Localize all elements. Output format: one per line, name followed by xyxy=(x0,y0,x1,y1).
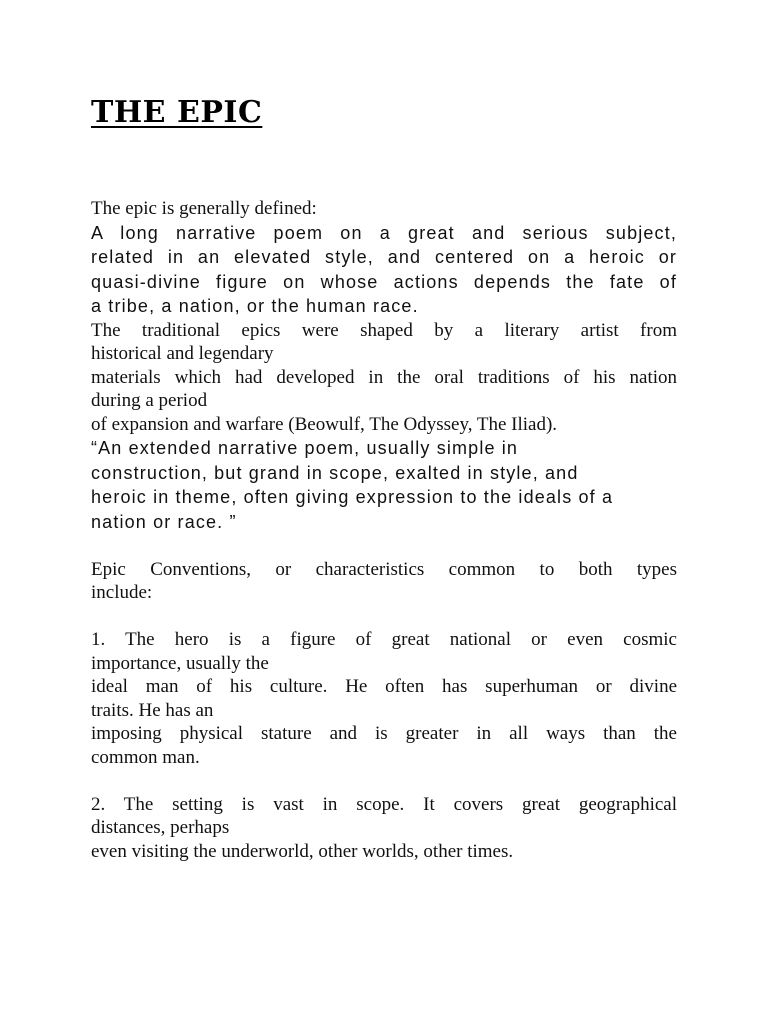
conventions-intro xyxy=(91,558,677,605)
quote-line: “An extended narrative poem, usually simple in xyxy=(91,438,519,458)
convention-item-setting xyxy=(91,793,677,864)
traditional-line: historical and legendary xyxy=(91,343,274,364)
traditional-line: of expansion and warfare (Beowulf, The Odyssey, The Iliad). xyxy=(91,413,558,435)
convention-line: common man. xyxy=(91,746,200,768)
definition-line: A long narrative poem on a great and serious subject, xyxy=(91,222,677,243)
page-title: THE EPIC xyxy=(91,95,263,130)
traditional-line: The traditional epics were shaped by a literary artist from xyxy=(91,319,677,341)
intro-lead-text: The epic is generally defined: xyxy=(91,198,317,219)
paragraph-spacer xyxy=(91,534,677,558)
convention-line: ideal man of his culture. He often has superhuman or divine xyxy=(91,676,677,697)
definition-line: a tribe, a nation, or the human race. xyxy=(91,296,419,316)
convention-item-hero xyxy=(91,628,677,769)
quote-line: nation or race. ” xyxy=(91,511,237,532)
convention-line: traits. He has an xyxy=(91,699,214,721)
convention-line: importance, usually the xyxy=(91,652,269,674)
definition-line: related in an elevated style, and centered on a heroic or xyxy=(91,247,677,267)
intro-lead xyxy=(91,197,677,221)
conventions-intro-line: Epic Conventions, or characteristics common to both types xyxy=(91,558,677,580)
paragraph-spacer xyxy=(91,769,677,793)
conventions-intro-line: include: xyxy=(91,582,153,603)
epic-quote xyxy=(91,436,677,534)
traditional-line: materials which had developed in the oral traditions of his nation xyxy=(91,366,677,388)
traditional-epics-paragraph xyxy=(91,319,677,437)
convention-line: even visiting the underworld, other worlds, other times. xyxy=(91,840,514,862)
epic-definition xyxy=(91,221,677,319)
convention-line: 2. The setting is vast in scope. It covers great geographical xyxy=(91,793,677,815)
convention-line: distances, perhaps xyxy=(91,817,230,838)
quote-line: heroic in theme, often giving expression to the ideals of a xyxy=(91,487,614,507)
paragraph-spacer xyxy=(91,605,677,629)
document-body xyxy=(91,197,677,863)
convention-line: imposing physical stature and is greater in all ways than the xyxy=(91,723,677,744)
traditional-line: during a period xyxy=(91,390,208,411)
definition-line: quasi-divine figure on whose actions depends the fate of xyxy=(91,271,677,292)
convention-line: 1. The hero is a figure of great national or even cosmic xyxy=(91,629,677,650)
quote-line: construction, but grand in scope, exalted in style, and xyxy=(91,462,579,483)
